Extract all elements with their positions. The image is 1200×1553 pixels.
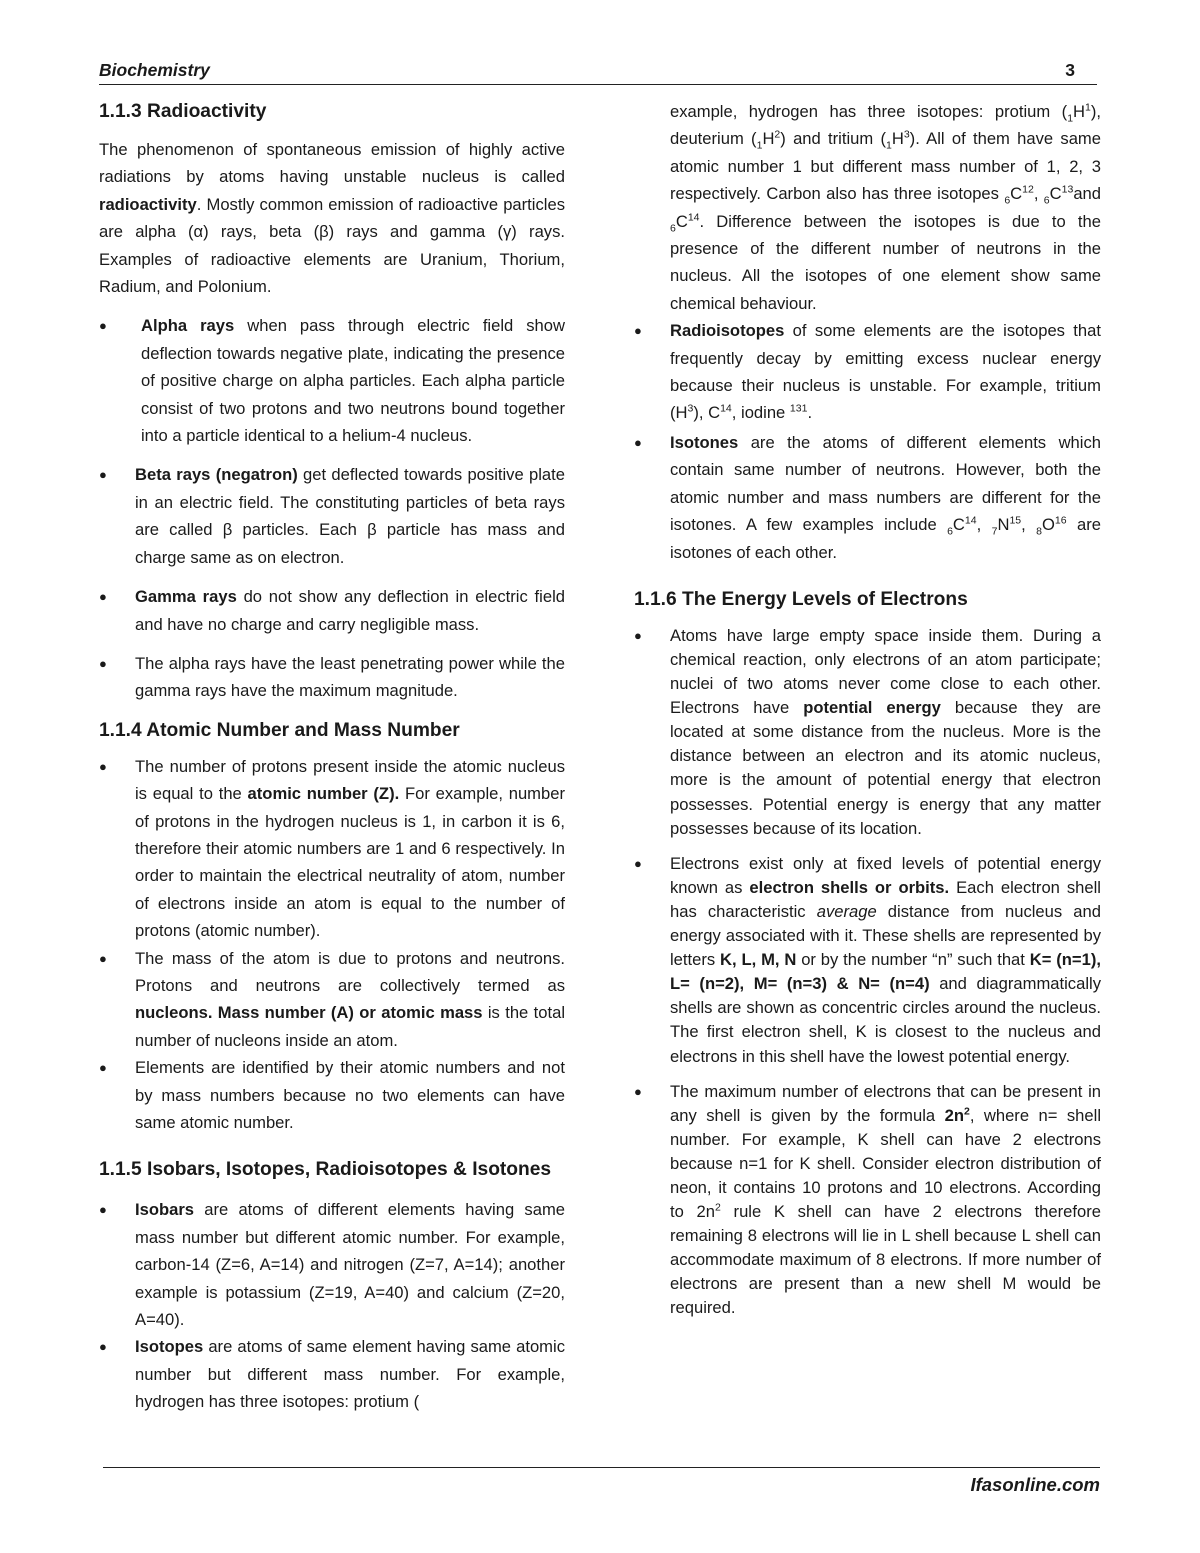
emphasis: average — [816, 901, 877, 921]
symbol: C — [1010, 184, 1023, 204]
running-title: Biochemistry — [99, 60, 210, 80]
list-item-isotones — [634, 429, 1101, 566]
text: ), C — [693, 403, 721, 423]
text: , — [1033, 184, 1044, 204]
text: The number of protons present inside the atomic nucleus is equal to the — [135, 756, 565, 804]
text: . Mostly common emission of radioactive particles are alpha (α) rays, beta (β) rays and gamma (γ) rays. Examples of radioactive elements are Uranium, Thorium, Radium, and Polonium. — [99, 194, 565, 297]
list-item-isobars — [99, 1196, 565, 1333]
page-number: 3 — [1065, 60, 1075, 80]
text: The phenomenon of spontaneous emission of highly active radiations by atoms having unstable nucleus is called — [99, 140, 565, 187]
isotopes-list-continued — [634, 317, 1101, 566]
text: are isotones of each other. — [670, 515, 1101, 562]
text: rule K shell can have 2 electrons therefore remaining 8 electrons will lie in L shell because L shell can accommodate maximum of 8 electrons. If more number of electrons are present than a new shell M would be required. — [670, 1202, 1101, 1318]
isotopes-continued — [634, 98, 1101, 317]
superscript: 13 — [1061, 183, 1074, 196]
heading-radioactivity: 1.1.3 Radioactivity — [99, 101, 267, 122]
superscript: 2 — [715, 1201, 721, 1214]
term: potential energy — [803, 698, 941, 718]
heading-isobars: 1.1.5 Isobars, Isotopes, Radioisotopes & Isotones — [99, 1159, 552, 1181]
subscript: 8 — [1036, 525, 1042, 538]
subscript: 6 — [1004, 194, 1011, 207]
symbol: N — [997, 515, 1010, 535]
text: For example, number of protons in the hydrogen nucleus is 1, in carbon it is 6, therefore their atomic numbers are 1 and 6 respectively. In order to maintain the electrical neutrality of atom, number of electrons inside an atom is equal to the number of protons (atomic number). — [135, 784, 565, 941]
text: Electrons exist only at fixed levels of potential energy known as — [670, 853, 1101, 897]
list-item-beta — [99, 461, 565, 571]
text: Atoms have large empty space inside them. During a chemical reaction, only electrons of an atom participate; nuclei of two atoms never come close to each other. Electrons have — [670, 625, 1101, 718]
superscript: 131 — [789, 402, 808, 415]
list-item-identify — [99, 1054, 565, 1136]
atomic-number-list — [99, 753, 565, 1137]
page-header — [99, 58, 1097, 85]
text: and diagrammatically shells are shown as concentric circles around the nucleus. The first electron shell, K is closest to the nucleus and electrons in this shell have the lowest potential energy. — [670, 974, 1101, 1066]
symbol: H — [891, 129, 904, 149]
text: because they are located at some distance from the nucleus. More is the distance between an electron and its atomic nucleus, more is the amount of potential energy that electron possesses. Potential energy is energy that any matter possesses because of its location. — [670, 698, 1101, 838]
list-item-max-electrons — [634, 1080, 1101, 1321]
superscript: 2 — [963, 1105, 970, 1118]
text: , — [976, 515, 992, 535]
text: Elements are identified by their atomic numbers and not by mass numbers because no two elements can have same atomic number. — [135, 1058, 565, 1132]
term: Radioisotopes — [670, 321, 785, 341]
text: when pass through electric field show deflection towards negative plate, indicating the presence of positive charge on alpha particles. Each alpha particle consist of two protons and two neutrons bound together into a particle identical to a helium-4 nucleus. — [141, 316, 565, 446]
list-item-alpha — [99, 312, 565, 449]
subscript: 1 — [1067, 112, 1074, 125]
text: ), deuterium ( — [670, 102, 1101, 149]
text: . Difference between the isotopes is due to the presence of the different number of neutrons in the nucleus. All the isotopes of one element show same chemical behaviour. — [670, 211, 1101, 313]
symbol: C — [675, 211, 688, 231]
text: or by the number “n” such that — [796, 950, 1030, 970]
list-item-mass-number — [99, 945, 565, 1055]
heading-atomic-number: 1.1.4 Atomic Number and Mass Number — [99, 719, 460, 741]
subscript: 6 — [1043, 194, 1050, 207]
text: are atoms of different elements having same mass number but different atomic number. For example, carbon-14 (Z=6, A=14) and nitrogen (Z=7, A=14); another example is potassium (Z=19, A=40) and calcium (Z=20, A=40). — [135, 1200, 565, 1330]
text: . — [807, 403, 813, 423]
superscript: 15 — [1009, 514, 1022, 527]
radiation-list — [99, 312, 565, 704]
text: ). All of them have same atomic number 1 but different mass number of 1, 2, 3 respectively. Carbon also has three isotopes — [670, 129, 1101, 204]
term: nucleons. Mass number (A) or atomic mass — [135, 1003, 483, 1023]
text: The maximum number of electrons that can be present in any shell is given by the formula — [670, 1081, 1101, 1125]
term: K, L, M, N — [720, 950, 797, 970]
list-item-radioisotopes — [634, 317, 1101, 427]
symbol: C — [1049, 184, 1062, 204]
text: is the total number of nucleons inside an atom. — [135, 1003, 566, 1050]
radioactivity-intro — [99, 136, 565, 300]
text: are atoms of same element having same atomic number but different mass number. For example, hydrogen has three isotopes: protium ( — [135, 1337, 565, 1412]
symbol: H — [1073, 102, 1086, 121]
text: do not show any deflection in electric field and have no charge and carry negligible mass. — [135, 587, 565, 634]
text: Each electron shell has characteristic — [670, 877, 1101, 921]
superscript: 3 — [687, 402, 694, 415]
term: Isotones — [670, 432, 739, 452]
term: atomic number (Z). — [247, 784, 400, 804]
subscript: 7 — [991, 525, 998, 538]
text: The alpha rays have the least penetrating power while the gamma rays have the maximum magnitude. — [135, 653, 565, 701]
superscript: 3 — [903, 128, 910, 141]
term: radioactivity — [99, 194, 197, 214]
superscript: 2 — [774, 128, 781, 141]
list-item-isotopes — [99, 1333, 565, 1412]
superscript: 16 — [1054, 514, 1067, 527]
term: K= (n=1), L= (n=2), M= (n=3) & N= (n=4) — [670, 950, 1101, 994]
superscript: 1 — [1085, 101, 1091, 114]
subscript: 1 — [886, 139, 892, 152]
footer-site-name: Ifasonline.com — [970, 1474, 1100, 1495]
text: and — [1073, 184, 1101, 204]
subscript: 1 — [756, 139, 763, 152]
list-item-gamma — [99, 583, 565, 638]
energy-levels-list — [634, 624, 1101, 1321]
list-item-atomic-number — [99, 753, 565, 945]
text: are the atoms of different elements which contain same number of neutrons. However, both the atomic number and mass numbers are different for the isotones. A few examples include — [670, 432, 1101, 535]
left-column — [99, 98, 566, 1412]
formula-base: 2n — [944, 1105, 964, 1125]
text: get deflected towards positive plate in an electric field. The constituting particles of beta rays are called β particles. Each β particle has mass and charge same as on electron. — [135, 465, 565, 567]
superscript: 14 — [964, 514, 977, 527]
page-footer — [103, 1467, 1100, 1495]
text: ) and tritium ( — [780, 129, 886, 149]
text: , — [1021, 515, 1037, 535]
symbol: H — [762, 129, 775, 149]
superscript: 14 — [687, 211, 700, 224]
formula — [945, 1106, 970, 1125]
text: distance from nucleus and energy associated with it. These shells are represented by letters — [670, 901, 1101, 970]
term: Isobars — [135, 1200, 195, 1220]
heading-energy-levels: 1.1.6 The Energy Levels of Electrons — [634, 588, 968, 610]
term: Gamma rays — [135, 587, 237, 607]
term: Alpha rays — [141, 316, 235, 336]
text: of some elements are the isotopes that frequently decay by emitting excess nuclear energy because their nucleus is unstable. For example, tritium (H — [670, 321, 1101, 423]
superscript: 12 — [1022, 183, 1034, 196]
term: Beta rays (negatron) — [135, 465, 298, 485]
term: electron shells or orbits. — [749, 877, 950, 897]
subscript: 6 — [947, 525, 953, 538]
list-item-potential-energy — [634, 624, 1101, 841]
list-item-electron-shells — [634, 852, 1101, 1069]
isobars-list — [99, 1196, 565, 1412]
text: example, hydrogen has three isotopes: protium ( — [670, 102, 1068, 121]
text: , iodine — [731, 403, 790, 423]
symbol: O — [1041, 515, 1055, 535]
text: The mass of the atom is due to protons and neutrons. Protons and neutrons are collectively termed as — [135, 948, 565, 995]
text: , where n= shell number. For example, K shell can have 2 electrons because n=1 for K shell. Consider electron distribution of neon, it contains 10 protons and 10 electrons. According to 2n — [670, 1105, 1102, 1222]
symbol: C — [952, 515, 965, 535]
list-item-penetrating — [99, 650, 565, 705]
term: Isotopes — [135, 1337, 204, 1357]
right-column — [634, 98, 1101, 1321]
subscript: 6 — [670, 221, 676, 234]
superscript: 14 — [720, 402, 732, 415]
